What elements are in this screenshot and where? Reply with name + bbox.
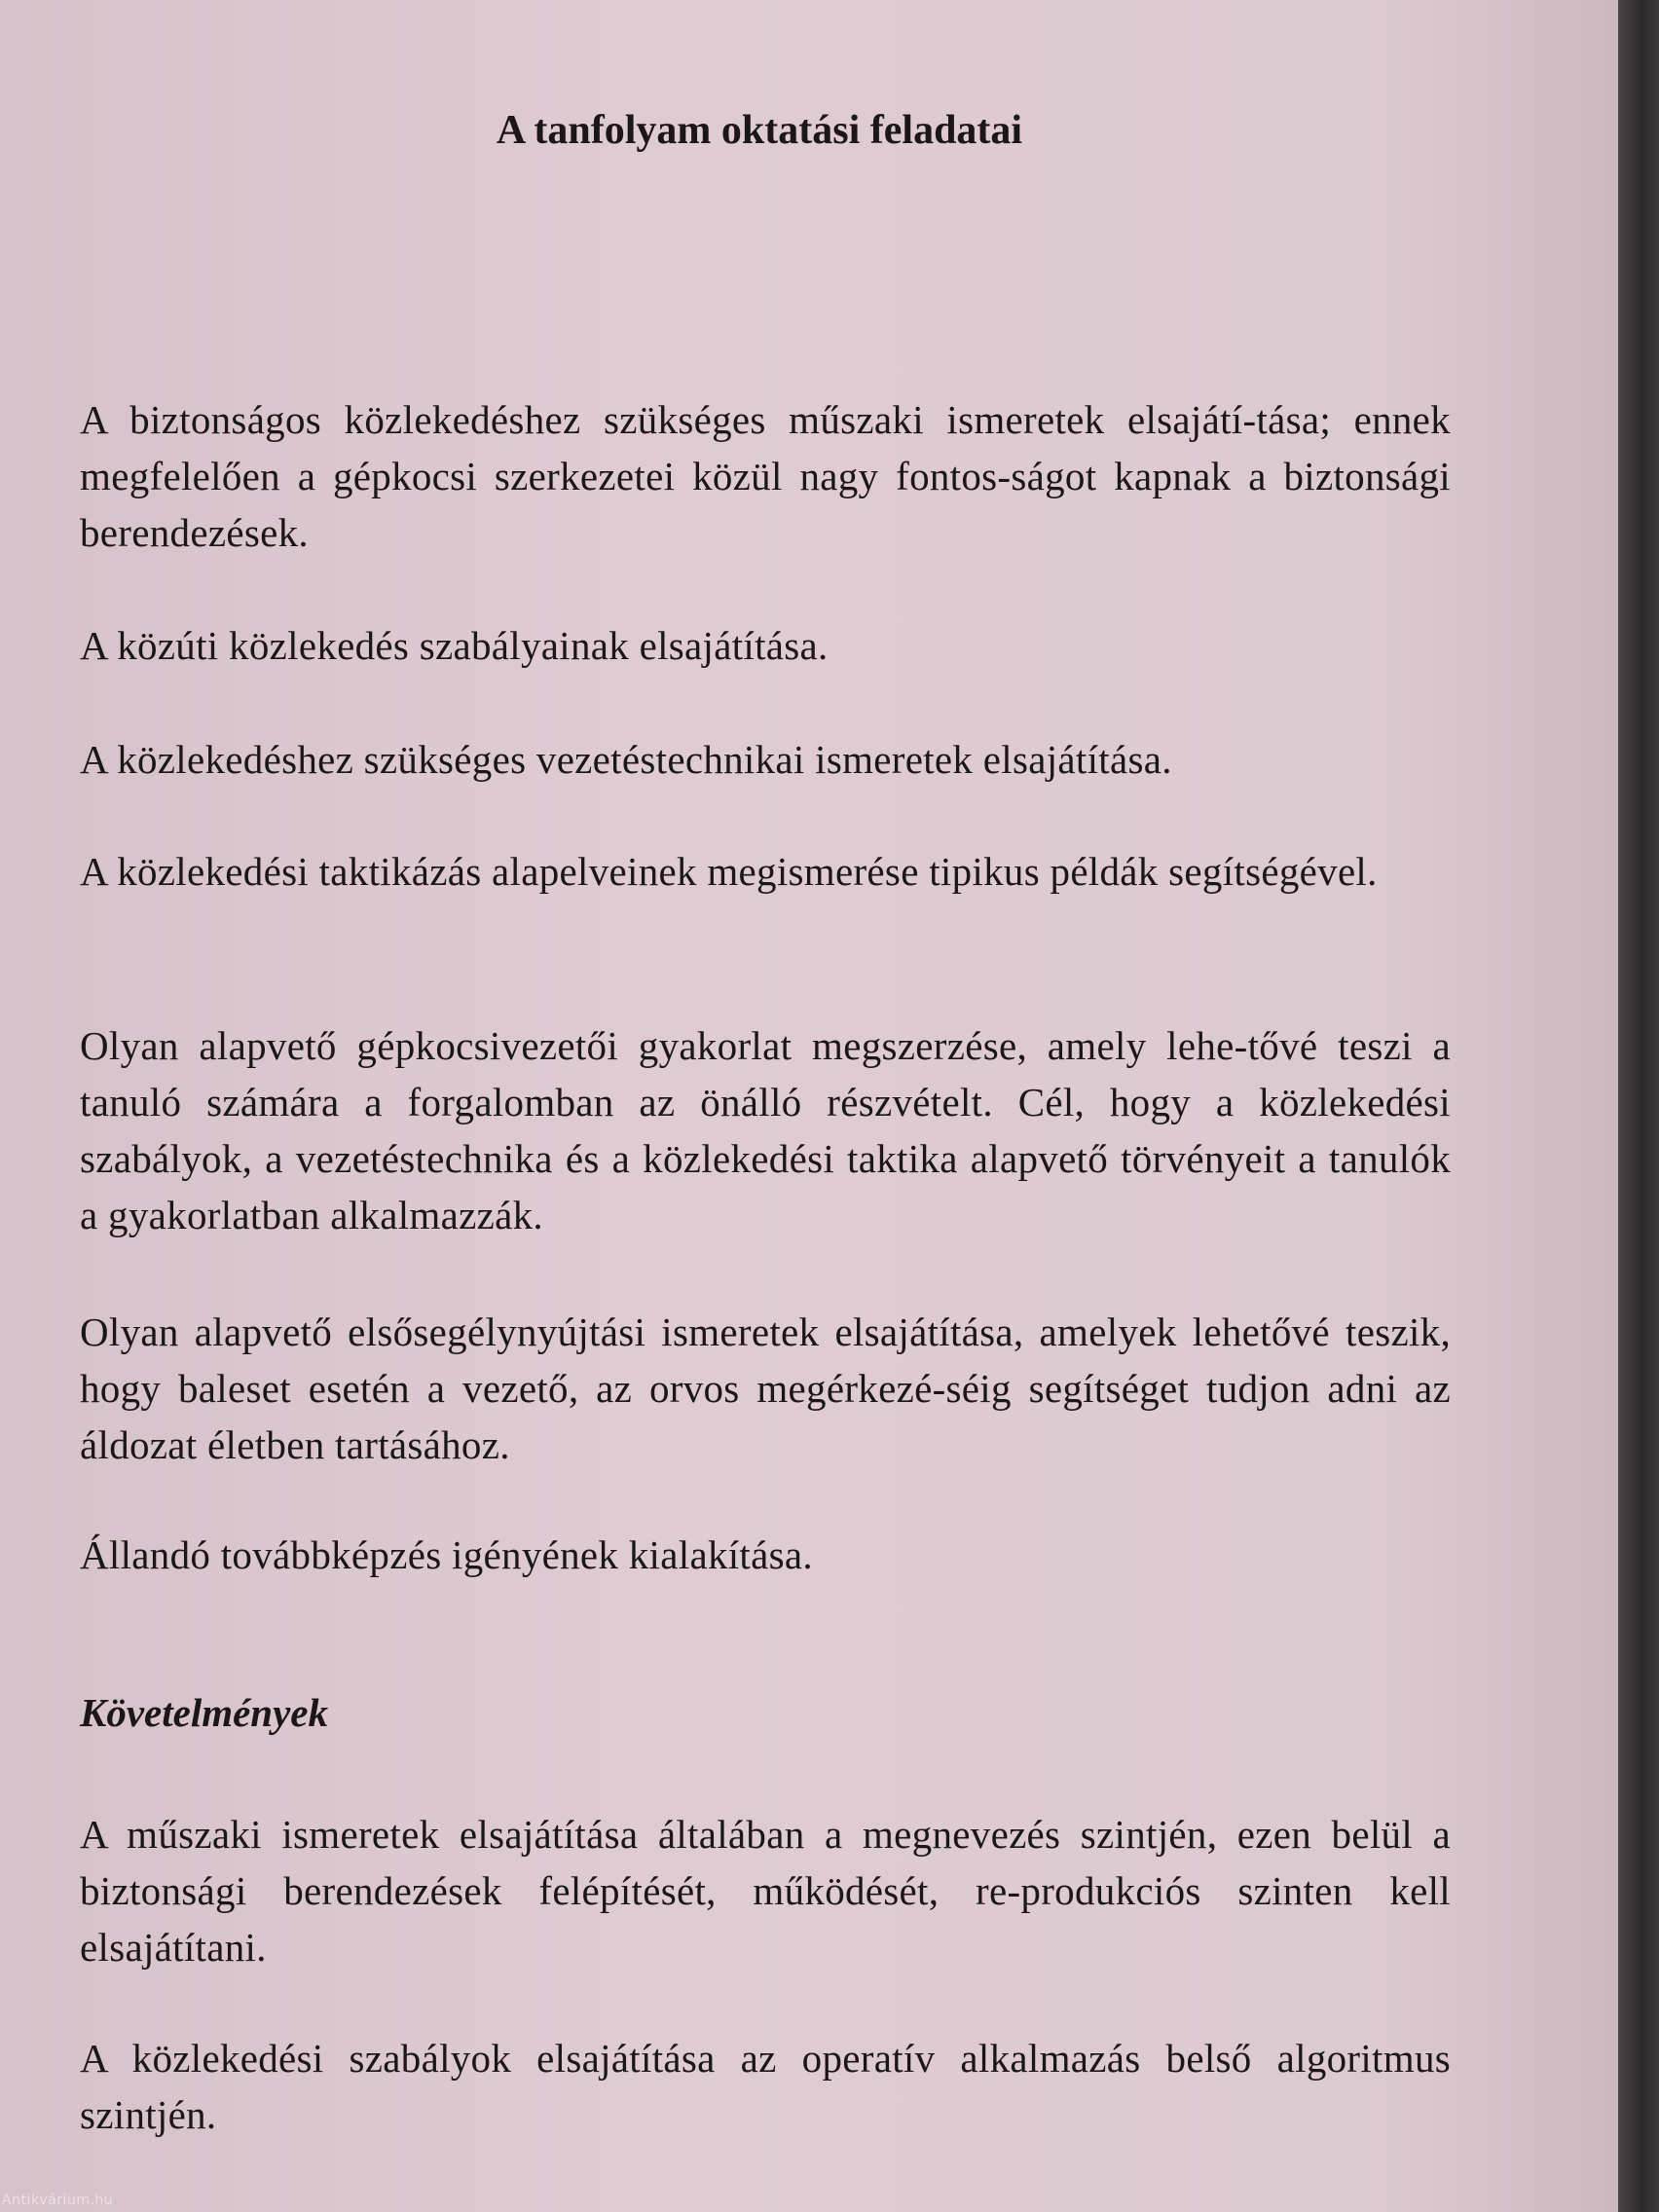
paragraph-first-aid: Olyan alapvető elsősegélynyújtási ismeretek elsajátítása, amelyek lehetővé teszik, hogy baleset esetén a vezető, az orvos megérkezé-séig segítséget tudjon adni az áldozat életben tartásához. — [80, 1309, 1451, 1467]
page-edge-shadow — [1618, 0, 1659, 2212]
watermark: Antikvárium.hu — [2, 2193, 114, 2208]
paragraph-further-training: Állandó továbbképzés igényének kialakítása. — [80, 1532, 813, 1577]
requirement-traffic-rules: A közlekedési szabályok elsajátítása az operatív alkalmazás belső algoritmus szintjén. — [80, 2036, 1451, 2137]
paragraph-traffic-tactics: A közlekedési taktikázás alapelveinek megismerése tipikus példák segítségével. — [80, 849, 1378, 894]
paragraph-driving-technique: A közlekedéshez szükséges vezetéstechnikai ismeretek elsajátítása. — [80, 737, 1172, 782]
requirements-heading: Követelmények — [80, 1690, 329, 1735]
paragraph-technical-knowledge: A biztonságos közlekedéshez szükséges műszaki ismeretek elsajátí-tása; ennek megfelelően a gépkocsi szerkezetei közül nagy fontos-ságot kapnak a biztonsági berendezések. — [80, 397, 1451, 555]
requirement-technical: A műszaki ismeretek elsajátítása általában a megnevezés szintjén, ezen belül a biztonsági berendezések felépítését, működését, re-produkciós szinten kell elsajátítani. — [80, 1812, 1451, 1970]
page-title: A tanfolyam oktatási feladatai — [496, 108, 1023, 153]
paragraph-driving-practice: Olyan alapvető gépkocsivezetői gyakorlat megszerzése, amely lehe-tővé teszi a tanuló számára a forgalomban az önálló részvételt. Cél, hogy a közlekedési szabályok, a vezetéstechnika és a közlekedési taktika alapvető törvényeit a tanulók a gyakorlatban alkalmazzák. — [80, 1023, 1451, 1237]
paragraph-traffic-rules: A közúti közlekedés szabályainak elsajátítása. — [80, 623, 829, 668]
